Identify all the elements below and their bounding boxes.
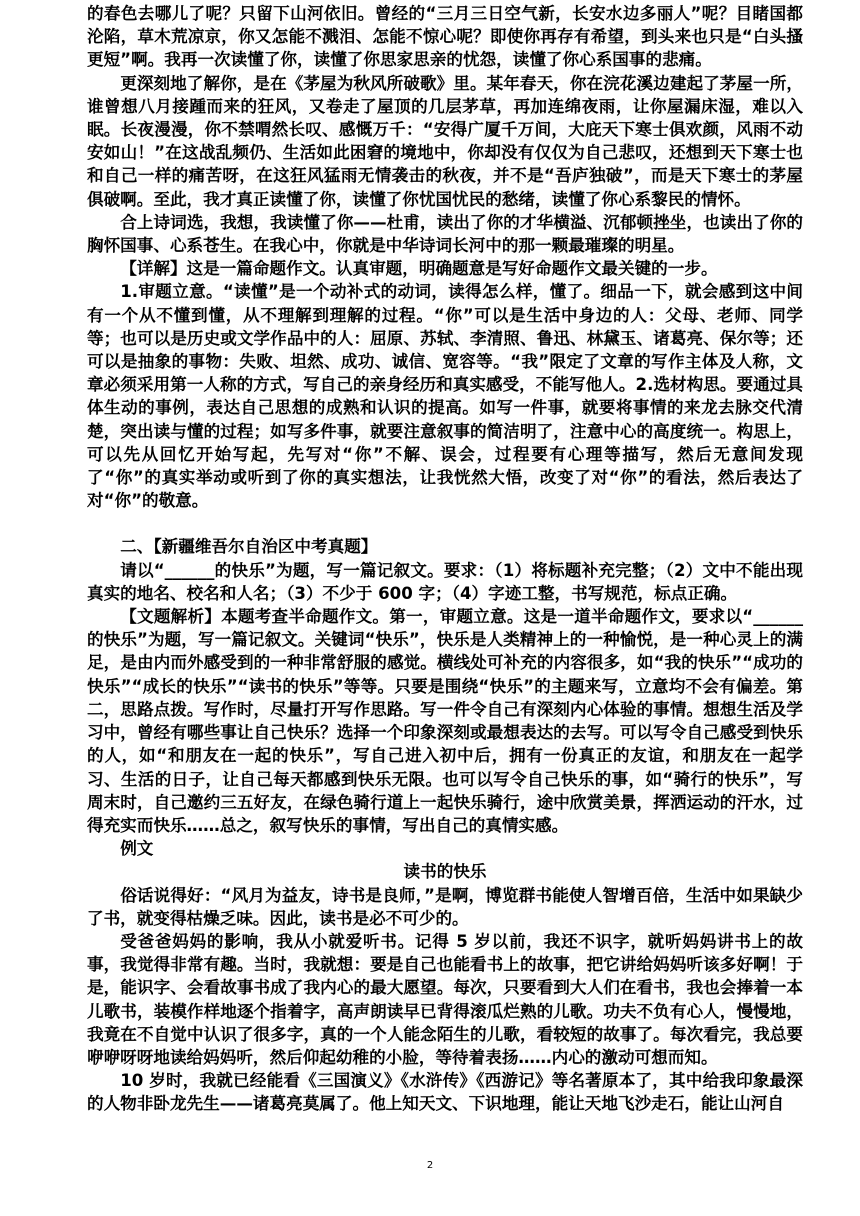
body-paragraph: 【文题解析】本题考查半命题作文。第一，审题立意。这是一道半命题作文，要求以“______的快乐”为题，写一篇记叙文。关键词“快乐”，快乐是人类精神上的一种愉悦，是一种心灵上的满足，是由内而外感受到的一种非常舒服的感觉。横线处可补充的内容很多，如“我的快乐”“成功的快乐”“成长的快乐”“读书的快乐”等等。只要是围绕“快乐”的主题来写，立意均不会有偏差。第二，思路点拨。写作时，尽量打开写作思路。写一件令自己有深刻内心体验的事情。想想生活及学习中，曾经有哪些事让自己快乐？选择一个印象深刻或最想表达的去写。可以写令自己感受到快乐的人，如“和朋友在一起的快乐”，写自己进入初中后，拥有一份真正的友谊，和朋友在一起学习、生活的日子，让自己每天都感到快乐无限。也可以写令自己快乐的事，如“骑行的快乐”，写周末时，自己邀约三五好友，在绿色骑行道上一起快乐骑行，途中欣赏美景，挥洒运动的汗水，过得充实而快乐……总之，叙写快乐的事情，写出自己的真情实感。 — [87, 607, 803, 835]
body-paragraph: 受爸爸妈妈的影响，我从小就爱听书。记得 5 岁以前，我还不识字，就听妈妈讲书上的故事，我觉得非常有趣。当时，我就想：要是自己也能看书上的故事，把它讲给妈妈听该多好啊！于是，能识字、会看故事书成了我内心的最大愿望。每次，只要看到大人们在看书，我也会捧着一本儿歌书，装模作样地逐个指着字，高声朗读早已背得滚瓜烂熟的儿歌。功夫不负有心人，慢慢地，我竟在不自觉中认识了很多字，真的一个人能念陌生的儿歌，看较短的故事了。每次看完，我总要咿咿呀呀地读给妈妈听，然后仰起幼稚的小脸，等待着表扬……内心的激动可想而知。 — [87, 931, 803, 1067]
page-number: 2 — [426, 1160, 434, 1171]
analysis-heading: 【详解】这是一篇命题作文。认真审题，明确题意是写好命题作文最关键的一步。 — [120, 259, 718, 279]
prompt-paragraph: 请以“______的快乐”为题，写一篇记叙文。要求：（1）将标题补充完整；（2）文中不能出现真实的地名、校名和人名；（3）不少于 600 字；（4）字迹工整，书写规范，标点正确。 — [87, 560, 803, 603]
section-spacer — [87, 512, 803, 535]
body-paragraph: 更深刻地了解你，是在《茅屋为秋风所破歌》里。某年春天，你在浣花溪边建起了茅屋一所，谁曾想八月接踵而来的狂风，又卷走了屋顶的几层茅草，再加连绵夜雨，让你屋漏床湿，难以入眠。长夜漫漫，你不禁喟然长叹、感慨万千：“安得广厦千万间，大庇天下寒士俱欢颜，风雨不动安如山！”在这战乱频仍、生活如此困窘的境地中，你却没有仅仅为自己悲叹，还想到天下寒士也和自己一样的痛苦呀，在这狂风猛雨无情袭击的秋夜，并不是“吾庐独破”，而是天下寒士的茅屋俱破啊。至此，我才真正读懂了你，读懂了你忧国忧民的愁绪，读懂了你心系黎民的情怀。 — [87, 73, 803, 209]
body-paragraph: 合上诗词选，我想，我读懂了你——杜甫，读出了你的才华横溢、沉郁顿挫坐，也读出了你的胸怀国事、心系苍生。在我心中，你就是中华诗词长河中的那一颗最璀璨的明星。 — [87, 212, 803, 256]
essay-title: 读书的快乐 — [403, 862, 487, 882]
example-label: 例文 — [120, 839, 154, 859]
section-heading: 二、【新疆维吾尔自治区中考真题】 — [120, 537, 378, 557]
body-paragraph: 10 岁时，我就已经能看《三国演义》《水浒传》《西游记》等名著原本了，其中给我印象最深的人物非卧龙先生——诸葛亮莫属了。他上知天文、下识地理，能让天地飞沙走石，能让山河自 — [87, 1071, 803, 1114]
body-paragraph: 的春色去哪儿了呢？只留下山河依旧。曾经的“三月三日空气新，长安水边多丽人”呢？目睹国都沦陷，草木荒凉京，你又怎能不溅泪、怎能不惊心呢？即使你再存有希望，到头来也只是“白头搔更短”啊。我再一次读懂了你，读懂了你思家思亲的忧怨，读懂了你心系国事的悲痛。 — [87, 4, 803, 70]
body-paragraph: 俗话说得好：“风月为益友，诗书是良师，”是啊，博览群书能使人智增百倍，生活中如果缺少了书，就变得枯燥乏味。因此，读书是必不可少的。 — [87, 885, 803, 928]
document-page — [87, 0, 803, 1116]
body-paragraph: 1.审题立意。“读懂”是一个动补式的动词，读得怎么样，懂了。细品一下，就会感到这中间有一个从不懂到懂，从不理解到理解的过程。“你”可以是生活中身边的人：父母、老师、同学等；也可以是历史或文学作品中的人：屈原、苏轼、李清照、鲁迅、林黛玉、诸葛亮、保尔等；还可以是抽象的事物：失败、坦然、成功、诚信、宽容等。“我”限定了文章的写作主体及人称，文章必须采用第一人称的方式，写自己的亲身经历和真实感受，不能写他人。2.选材构思。要通过具体生动的事例，表达自己思想的成熟和认识的提高。如写一件事，就要将事情的来龙去脉交代清楚，突出读与懂的过程；如写多件事，就要注意叙事的简洁明了，注意中心的高度统一。构思上，可以先从回忆开始写起，先写对“你”不解、误会，过程要有心理等描写，然后无意间发现了“你”的真实举动或听到了你的真实想法，让我恍然大悟，改变了对“你”的看法，然后表达了对“你”的敬意。 — [87, 282, 803, 511]
